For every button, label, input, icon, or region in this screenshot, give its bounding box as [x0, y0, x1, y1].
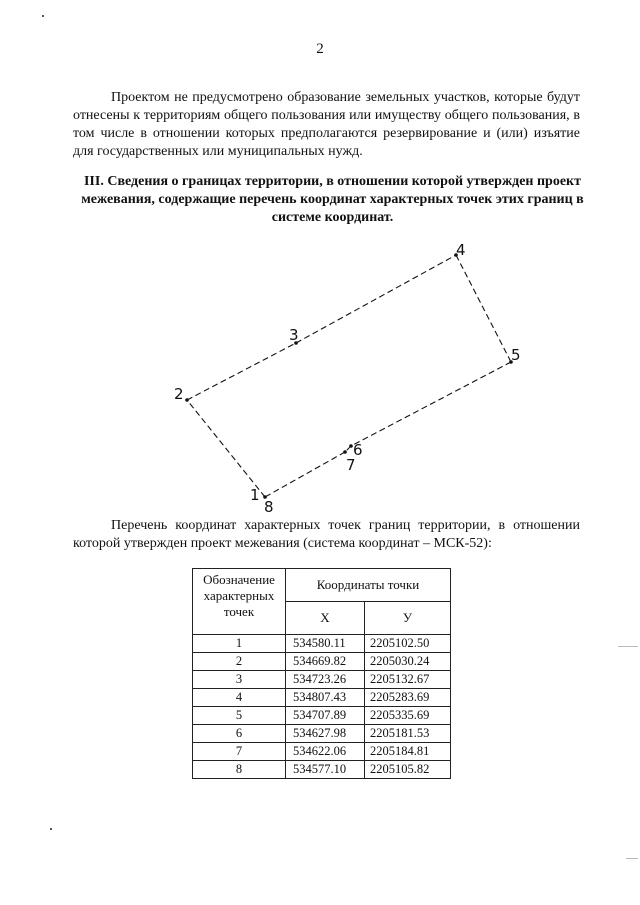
table-row: [193, 635, 451, 653]
boundary-segment-5-6: [351, 362, 511, 446]
header-y: У: [365, 602, 451, 635]
table-row: [193, 725, 451, 743]
point-label-1: 1: [250, 486, 260, 504]
header-coordinates: Координаты точки: [286, 569, 451, 602]
table-row: [193, 707, 451, 725]
coord-x: 534707.89: [286, 707, 365, 725]
point-number: 5: [193, 707, 286, 725]
point-number: 8: [193, 761, 286, 779]
point-label-3: 3: [289, 326, 299, 344]
scan-edge-mark: [618, 646, 638, 647]
boundary-segment-4-5: [456, 255, 511, 362]
coord-y: 2205184.81: [365, 743, 451, 761]
section-title: Сведения о границах территории, в отношении которой утвержден проект межевания, содержащие перечень координат характерных точек этих границ в системе координат.: [81, 174, 584, 225]
table-row: [193, 761, 451, 779]
boundary-segment-2-3: [187, 343, 296, 400]
point-number: 6: [193, 725, 286, 743]
boundary-scheme: [150, 238, 540, 528]
intro-paragraph: Проектом не предусмотрено образование земельных участков, которые будут отнесены к территориям общего пользования или имуществу общего пользования, в том числе в отношении которых предполагаются резервирование и (или) изъятие для государственных или муниципальных нужд.: [73, 90, 580, 159]
coord-y: 2205283.69: [365, 689, 451, 707]
table-row: [193, 689, 451, 707]
point-label-4: 4: [456, 241, 466, 259]
table-row: [193, 743, 451, 761]
coord-y: 2205132.67: [365, 671, 451, 689]
coord-x: 534577.10: [286, 761, 365, 779]
point-label-7: 7: [346, 456, 356, 474]
coord-y: 2205181.53: [365, 725, 451, 743]
boundary-segment-1-2: [187, 400, 265, 497]
coord-x: 534627.98: [286, 725, 365, 743]
coord-x: 534723.26: [286, 671, 365, 689]
coordinates-table: [192, 568, 451, 779]
boundary-segment-3-4: [296, 255, 456, 343]
point-label-6: 6: [353, 441, 363, 459]
point-number: 2: [193, 653, 286, 671]
point-number: 3: [193, 671, 286, 689]
scan-speck: [42, 15, 44, 17]
point-number: 4: [193, 689, 286, 707]
boundary-segment-7-8: [265, 452, 345, 497]
coord-y: 2205105.82: [365, 761, 451, 779]
header-point-designation: Обозначение характерных точек: [193, 569, 286, 635]
point-label-5: 5: [511, 346, 521, 364]
table-row: [193, 671, 451, 689]
boundary-point-marker: [343, 450, 347, 454]
scan-edge-mark: [626, 858, 638, 859]
coord-x: 534622.06: [286, 743, 365, 761]
point-number: 7: [193, 743, 286, 761]
coord-x: 534669.82: [286, 653, 365, 671]
section-heading: [80, 173, 585, 227]
coord-y: 2205102.50: [365, 635, 451, 653]
header-x: X: [286, 602, 365, 635]
coord-y: 2205030.24: [365, 653, 451, 671]
table-row: [193, 653, 451, 671]
scan-speck: [50, 828, 52, 830]
coordinates-list-intro: Перечень координат характерных точек границ территории, в отношении которой утвержден проект межевания (система координат – МСК-52):: [73, 518, 580, 551]
coord-y: 2205335.69: [365, 707, 451, 725]
boundary-point-marker: [185, 398, 189, 402]
coord-x: 534807.43: [286, 689, 365, 707]
point-number: 1: [193, 635, 286, 653]
section-numeral: III.: [83, 174, 104, 189]
point-label-2: 2: [174, 385, 184, 403]
point-label-8: 8: [264, 498, 274, 516]
page-number: 2: [316, 41, 324, 57]
coord-x: 534580.11: [286, 635, 365, 653]
